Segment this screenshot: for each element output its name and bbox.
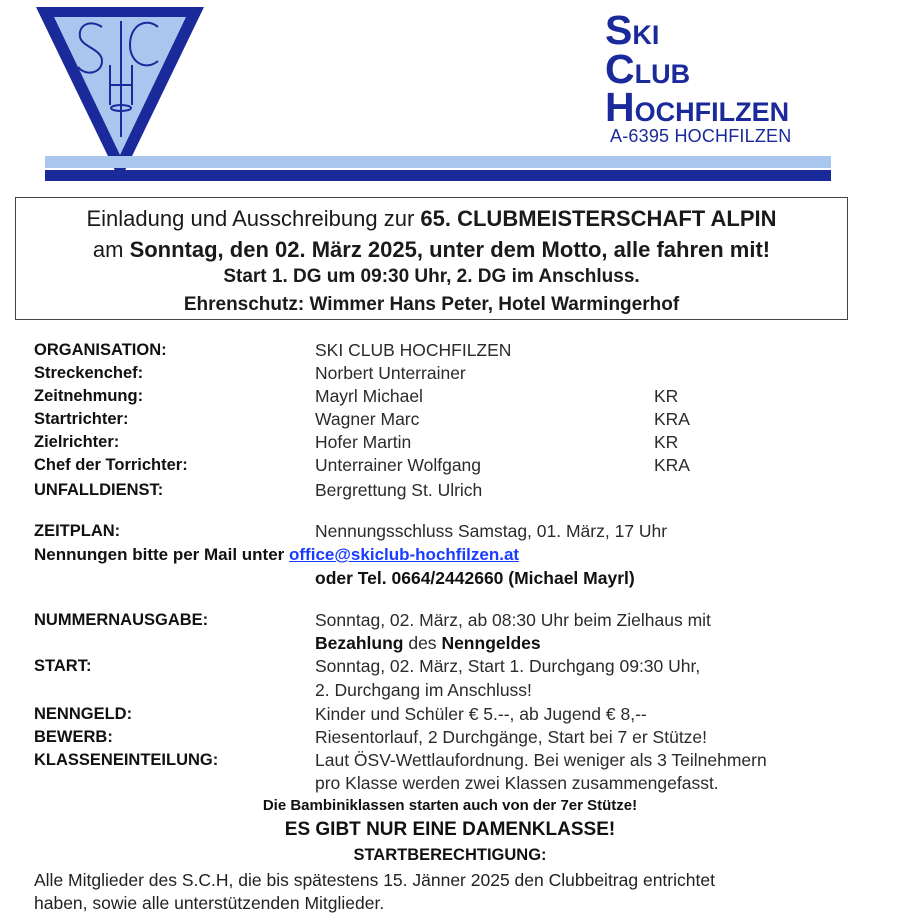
start-label: START: <box>34 657 92 675</box>
klassen-label: KLASSENEINTEILUNG: <box>34 751 219 769</box>
nenngeld-value: Kinder und Schüler € 5.--, ab Jugend € 8,-- <box>315 704 647 724</box>
officials-value: Unterrainer Wolfgang <box>315 455 482 475</box>
zeitplan-value: Nennungsschluss Samstag, 01. März, 17 Uhr <box>315 521 668 541</box>
bewerb-label: BEWERB: <box>34 728 113 746</box>
officials-label: Startrichter: <box>34 410 129 428</box>
invitation-box <box>15 197 848 320</box>
bambini-note: Die Bambiniklassen starten auch von der 7er Stütze! <box>262 797 638 814</box>
header-band-dark <box>45 170 831 181</box>
startberechtigung-heading: STARTBERECHTIGUNG: <box>353 846 547 864</box>
officials-qualification: KRA <box>654 455 690 475</box>
officials-label: Zielrichter: <box>34 433 120 451</box>
invitation-title: Einladung und Ausschreibung zur 65. CLUBMEISTERSCHAFT ALPIN <box>86 206 777 231</box>
invitation-date: am Sonntag, den 02. März 2025, unter dem Motto, alle fahren mit! <box>92 237 771 262</box>
officials-qualification: KRA <box>654 409 690 429</box>
klassen-line-2: pro Klasse werden zwei Klassen zusammengefasst. <box>315 773 719 793</box>
club-name-line-hochfilzen: HOCHFILZEN <box>605 84 790 130</box>
officials-label: Zeitnehmung: <box>34 387 144 405</box>
officials-value: Wagner Marc <box>315 409 420 429</box>
officials-label: Chef der Torrichter: <box>34 456 188 474</box>
officials-label: UNFALLDIENST: <box>34 481 164 499</box>
officials-value: Bergrettung St. Ulrich <box>315 480 483 500</box>
officials-label: ORGANISATION: <box>34 341 167 359</box>
damen-note: ES GIBT NUR EINE DAMENKLASSE! <box>284 819 616 840</box>
klassen-line-1: Laut ÖSV-Wettlaufordnung. Bei weniger als 3 Teilnehmern <box>315 750 767 770</box>
nummernausgabe-line-2: Bezahlung des Nenngeldes <box>315 633 541 653</box>
invitation-patronage: Ehrenschutz: Wimmer Hans Peter, Hotel Warmingerhof <box>183 294 680 315</box>
registration-mail-line: Nennungen bitte per Mail unter office@skiclub-hochfilzen.at <box>34 545 520 564</box>
nummernausgabe-label: NUMMERNAUSGABE: <box>34 611 209 629</box>
officials-value: Norbert Unterrainer <box>315 363 466 383</box>
zeitplan-label: ZEITPLAN: <box>34 522 121 540</box>
officials-value: Hofer Martin <box>315 432 412 452</box>
nummernausgabe-line-1: Sonntag, 02. März, ab 08:30 Uhr beim Zielhaus mit <box>315 610 711 630</box>
club-name-line-ski: SKI <box>605 7 660 53</box>
start-line-1: Sonntag, 02. März, Start 1. Durchgang 09:30 Uhr, <box>315 656 701 676</box>
officials-qualification: KR <box>654 432 679 452</box>
start-line-2: 2. Durchgang im Anschluss! <box>315 680 532 700</box>
bewerb-value: Riesentorlauf, 2 Durchgänge, Start bei 7 er Stütze! <box>315 727 708 747</box>
header-band-light <box>45 156 831 168</box>
club-name-line-club: CLUB <box>605 46 691 92</box>
officials-qualification: KR <box>654 386 679 406</box>
officials-label: Streckenchef: <box>34 364 144 382</box>
registration-phone: oder Tel. 0664/2442660 (Michael Mayrl) <box>315 568 635 588</box>
members-line-1: Alle Mitglieder des S.C.H, die bis spätestens 15. Jänner 2025 den Clubbeitrag entrichtet <box>34 870 715 890</box>
nenngeld-label: NENNGELD: <box>34 705 133 723</box>
members-line-2: haben, sowie alle unterstützenden Mitglieder. <box>34 893 385 913</box>
registration-email-link[interactable]: office@skiclub-hochfilzen.at <box>289 545 520 564</box>
officials-value: Mayrl Michael <box>315 386 423 406</box>
club-address: A-6395 HOCHFILZEN <box>610 126 792 146</box>
officials-value: SKI CLUB HOCHFILZEN <box>315 340 512 360</box>
invitation-start-time: Start 1. DG um 09:30 Uhr, 2. DG im Anschluss. <box>223 266 640 287</box>
